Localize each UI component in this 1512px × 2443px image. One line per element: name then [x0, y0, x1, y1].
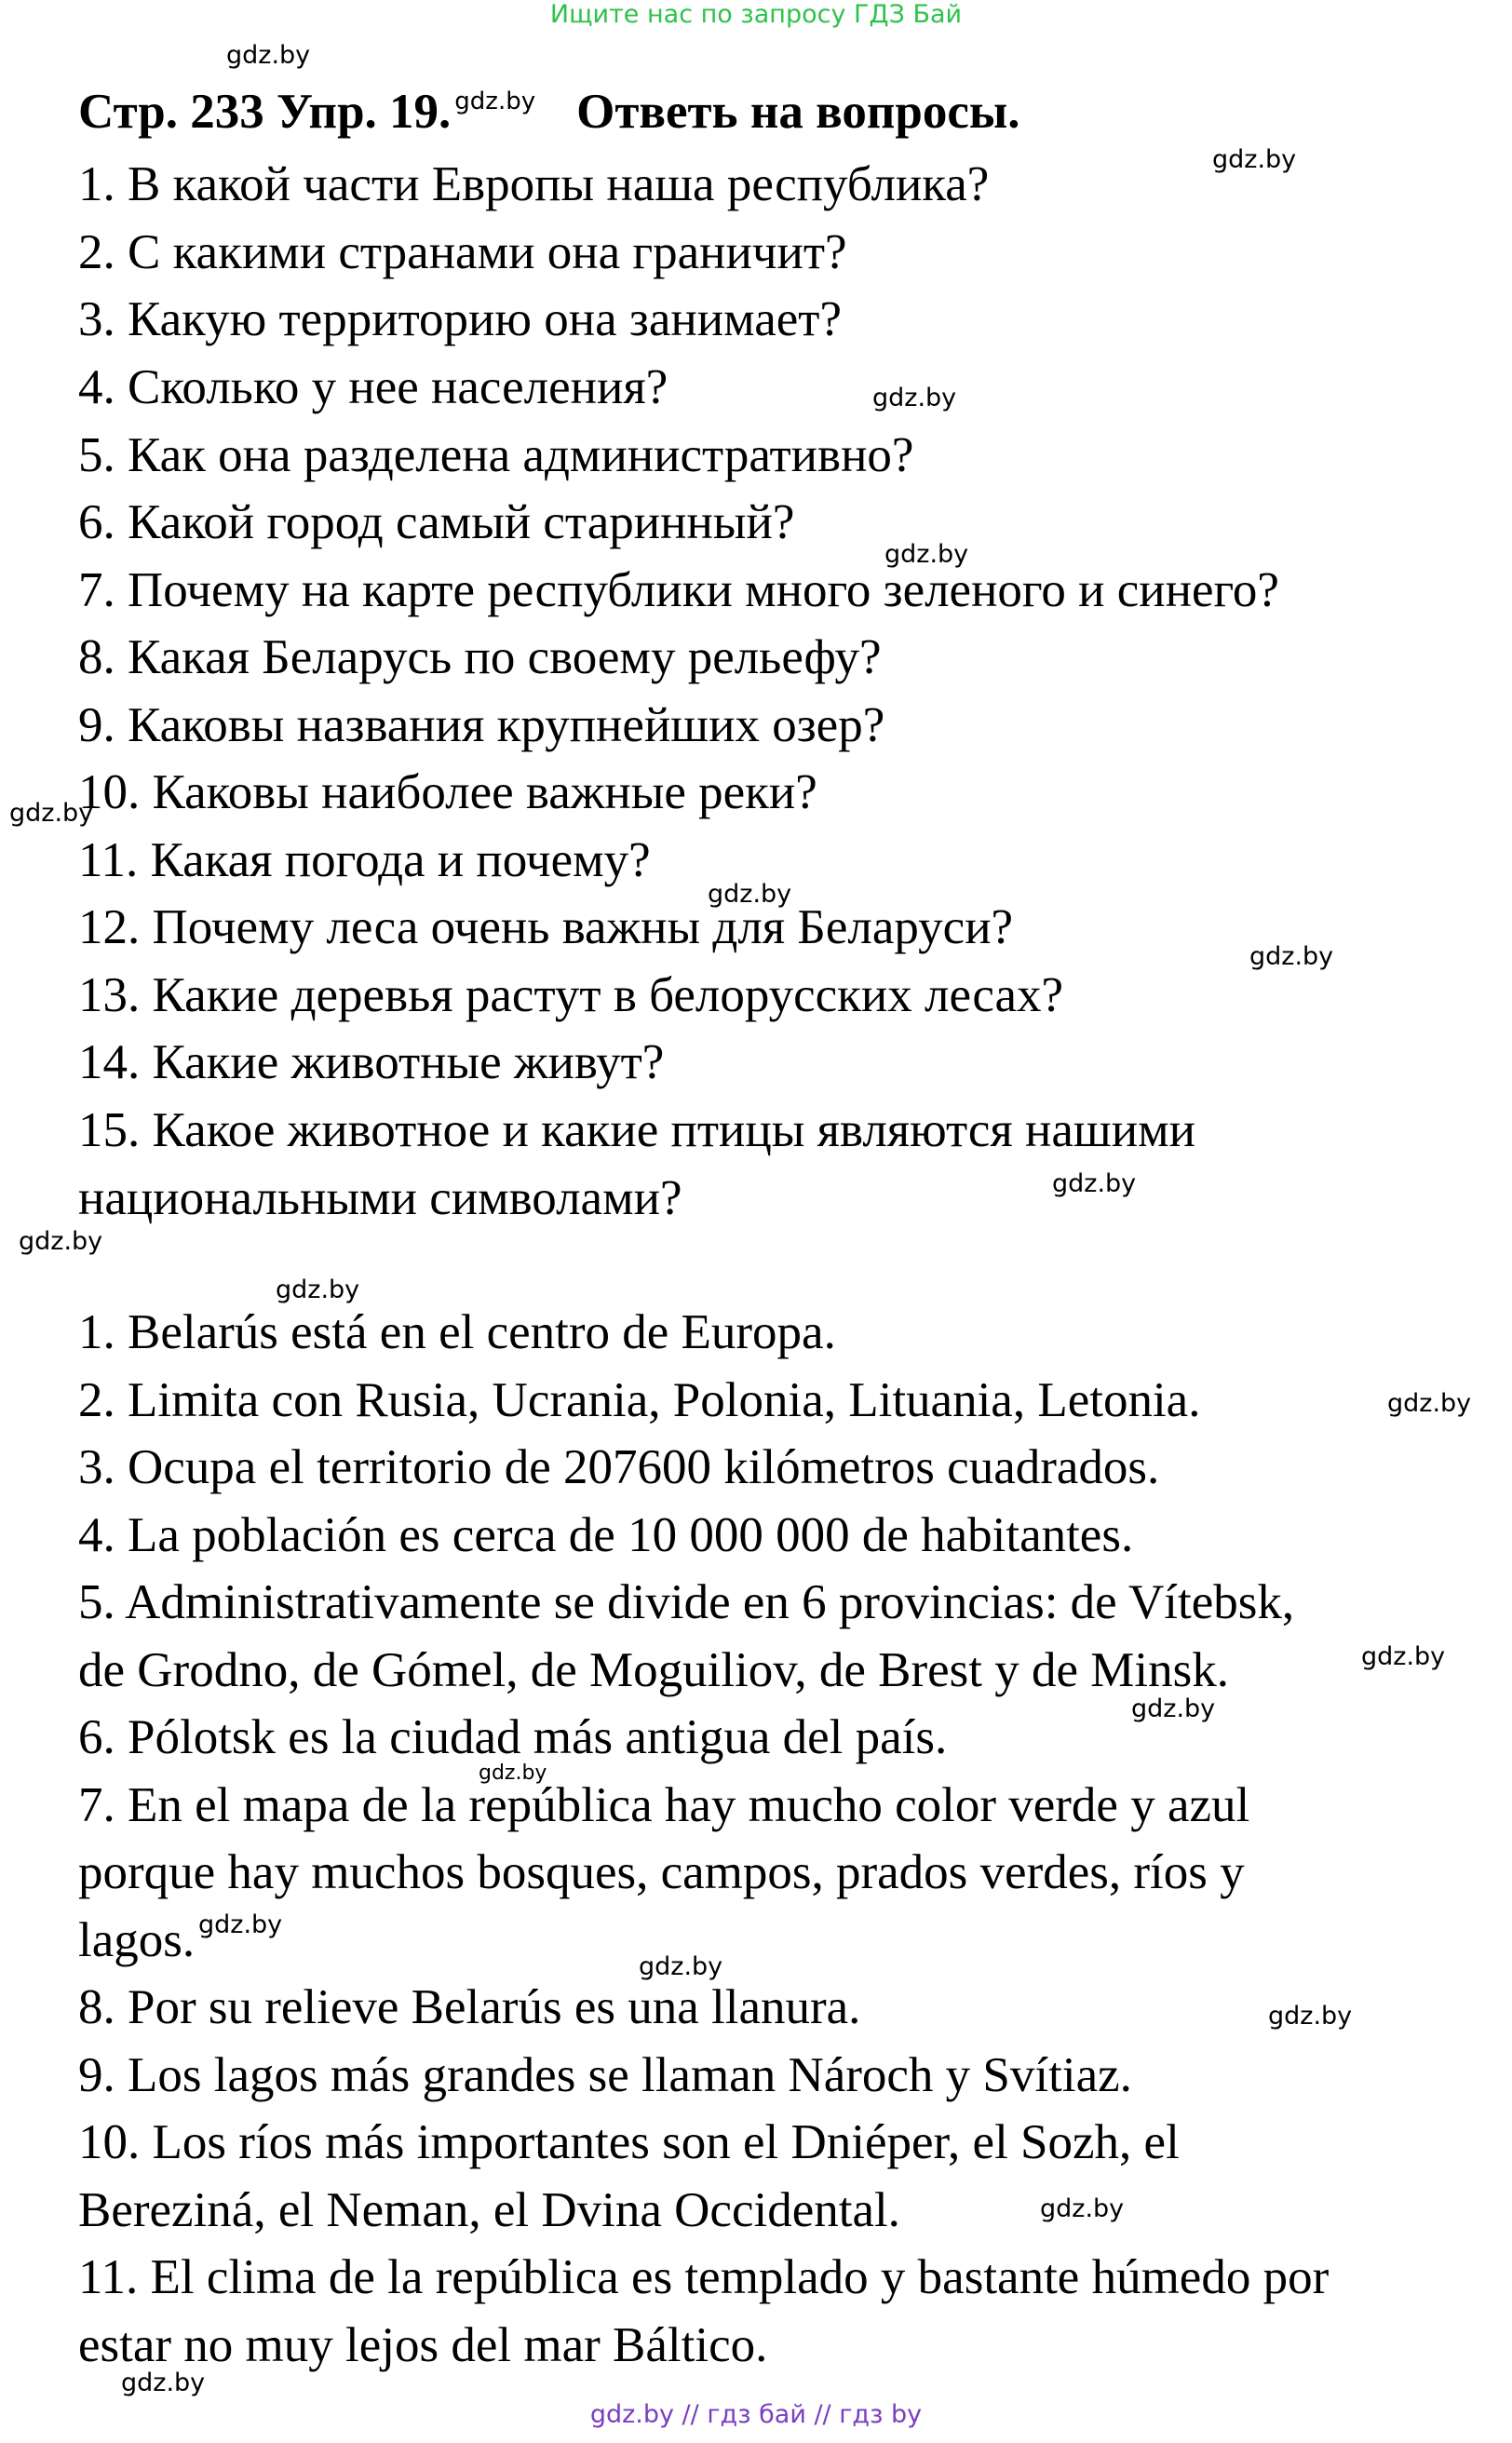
watermark: gdz.by — [884, 540, 969, 569]
question-line: 9. Каковы названия крупнейших озер? — [78, 698, 885, 752]
answer-line: 5. Administrativamente se divide en 6 provincias: de Vítebsk, — [78, 1575, 1295, 1629]
footer-links: gdz.by // гдз бай // гдз by — [589, 2400, 923, 2429]
question-line: 6. Какой город самый старинный? — [78, 495, 795, 549]
question-line: 8. Какая Беларусь по своему рельефу? — [78, 630, 882, 684]
watermark: gdz.by — [1040, 2194, 1125, 2223]
question-line: 5. Как она разделена административно? — [78, 428, 914, 482]
task-instruction: Ответь на вопросы. — [576, 85, 1020, 139]
heading-watermark: gdz.by — [454, 88, 536, 115]
question-line: 2. С какими странами она граничит? — [78, 225, 847, 279]
page-exercise-number: Стр. 233 Упр. 19. — [78, 85, 452, 139]
exercise-heading — [78, 84, 1020, 140]
watermark: gdz.by — [872, 384, 957, 412]
answer-line: lagos. — [78, 1913, 196, 1967]
answer-line: Bereziná, el Neman, el Dvina Occidental. — [78, 2183, 900, 2237]
watermark: gdz.by — [1052, 1169, 1137, 1198]
watermark: gdz.by — [1361, 1642, 1446, 1671]
answer-line: porque hay muchos bosques, campos, prados verdes, ríos y — [78, 1845, 1245, 1899]
question-line: 1. В какой части Европы наша республика? — [78, 157, 990, 211]
watermark: gdz.by — [9, 799, 94, 828]
top-banner: Ищите нас по запросу ГДЗ Бай — [549, 0, 963, 29]
watermark: gdz.by — [121, 2369, 206, 2397]
answer-line: 3. Ocupa el territorio de 207600 kilómetros cuadrados. — [78, 1440, 1160, 1494]
answer-line: 4. La población es cerca de 10 000 000 de habitantes. — [78, 1508, 1134, 1562]
question-line: 10. Каковы наиболее важные реки? — [78, 765, 817, 819]
answer-line: 2. Limita con Rusia, Ucrania, Polonia, Lituania, Letonia. — [78, 1373, 1201, 1427]
question-line: 7. Почему на карте республики много зеленого и синего? — [78, 563, 1279, 617]
answer-line: 11. El clima de la república es templado y bastante húmedo por — [78, 2250, 1330, 2304]
question-line: 15. Какое животное и какие птицы являются нашими — [78, 1103, 1195, 1157]
question-line: 14. Какие животные живут? — [78, 1035, 665, 1089]
watermark: gdz.by — [479, 1761, 547, 1785]
answer-line: de Grodno, de Gómel, de Moguiliov, de Brest y de Minsk. — [78, 1643, 1230, 1697]
watermark: gdz.by — [276, 1275, 360, 1304]
answer-line: 10. Los ríos más importantes son el Dniéper, el Sozh, el — [78, 2115, 1180, 2169]
watermark: gdz.by — [1131, 1694, 1216, 1723]
question-line: 11. Какая погода и почему? — [78, 833, 651, 887]
watermark: gdz.by — [1212, 145, 1297, 174]
watermark: gdz.by — [708, 880, 792, 909]
question-line: национальными символами? — [78, 1171, 682, 1225]
watermark: gdz.by — [639, 1952, 723, 1981]
answer-line: 6. Pólotsk es la ciudad más antigua del país. — [78, 1710, 948, 1764]
watermark: gdz.by — [1387, 1389, 1472, 1418]
answer-line: estar no muy lejos del mar Báltico. — [78, 2318, 768, 2372]
watermark: gdz.by — [198, 1910, 283, 1939]
answer-line: 7. En el mapa de la república hay mucho color verde y azul — [78, 1778, 1250, 1832]
question-line: 3. Какую территорию она занимает? — [78, 292, 842, 346]
answer-line: 1. Belarús está en el centro de Europa. — [78, 1305, 836, 1359]
answer-line: 8. Por su relieve Belarús es una llanura. — [78, 1980, 861, 2034]
watermark: gdz.by — [226, 41, 311, 70]
answer-line: 9. Los lagos más grandes se llaman Nároch y Svítiaz. — [78, 2048, 1132, 2102]
question-line: 13. Какие деревья растут в белорусских лесах? — [78, 968, 1064, 1022]
question-line: 12. Почему леса очень важны для Беларуси? — [78, 900, 1014, 954]
watermark: gdz.by — [1249, 942, 1334, 971]
watermark: gdz.by — [1268, 2002, 1353, 2031]
question-line: 4. Сколько у нее населения? — [78, 360, 668, 414]
watermark: gdz.by — [19, 1227, 103, 1256]
